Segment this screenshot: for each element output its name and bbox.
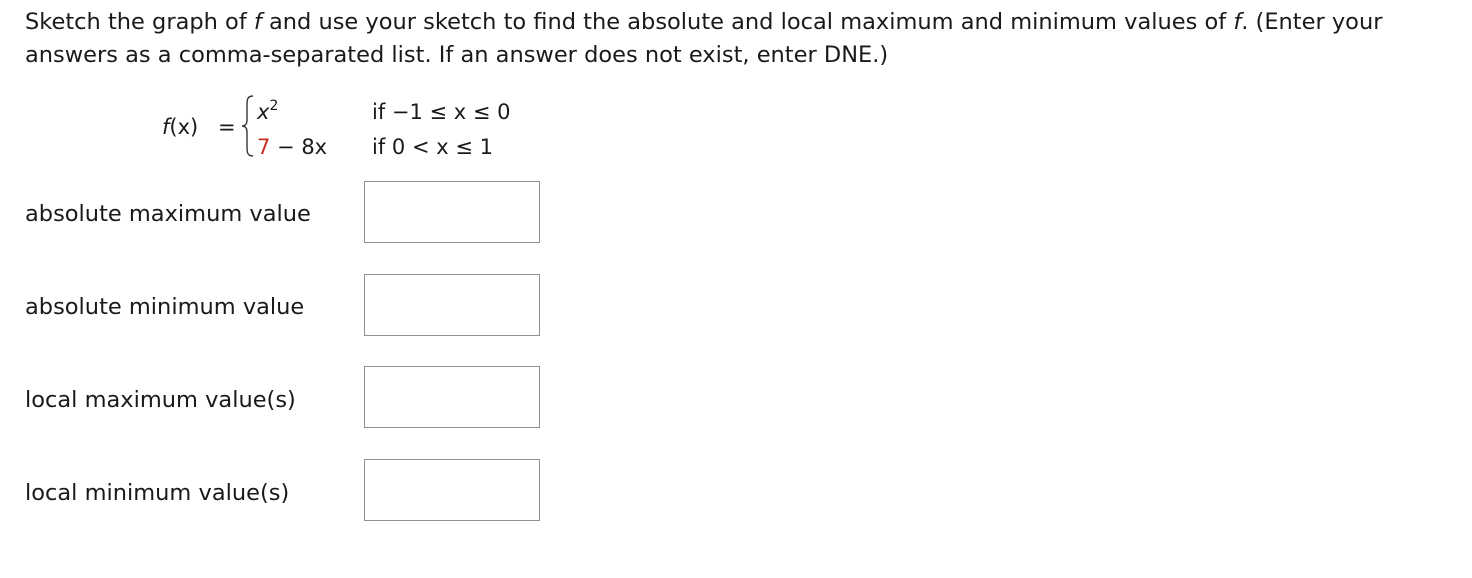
local-minimum-label: local minimum value(s) (25, 480, 290, 506)
piece-2-constant: 7 (257, 135, 271, 159)
piece-2-condition: if 0 < x ≤ 1 (372, 135, 493, 159)
piece-1-exponent: 2 (269, 98, 279, 114)
prompt-text-2: and use your sketch to find the absolute and local maximum and minimum values of (261, 9, 1234, 35)
piece-2-term: − 8x (270, 135, 328, 159)
prompt-text-3: . (Enter your answers as a comma-separated list. If an answer does not exist, enter DNE.) (25, 9, 1383, 68)
prompt-function-name-1: f (253, 9, 262, 35)
piece-1-base: x (257, 100, 270, 124)
question-prompt (25, 6, 1455, 72)
absolute-minimum-label: absolute minimum value (25, 294, 305, 320)
piece-1-condition: if −1 ≤ x ≤ 0 (372, 100, 511, 124)
local-minimum-input[interactable] (364, 459, 540, 521)
function-argument: (x) (169, 115, 199, 139)
equals-sign: = (218, 115, 236, 139)
local-maximum-label: local maximum value(s) (25, 387, 296, 413)
left-brace-icon (241, 94, 255, 158)
function-name: f (162, 115, 170, 139)
function-lhs (162, 115, 198, 139)
absolute-maximum-input[interactable] (364, 181, 540, 243)
piece-2-expression (257, 135, 327, 159)
absolute-maximum-label: absolute maximum value (25, 201, 311, 227)
piece-1-expression (257, 100, 278, 124)
piecewise-function (162, 92, 562, 164)
prompt-text-1: Sketch the graph of (25, 9, 254, 35)
absolute-minimum-input[interactable] (364, 274, 540, 336)
prompt-function-name-2: f (1233, 9, 1242, 35)
local-maximum-input[interactable] (364, 366, 540, 428)
